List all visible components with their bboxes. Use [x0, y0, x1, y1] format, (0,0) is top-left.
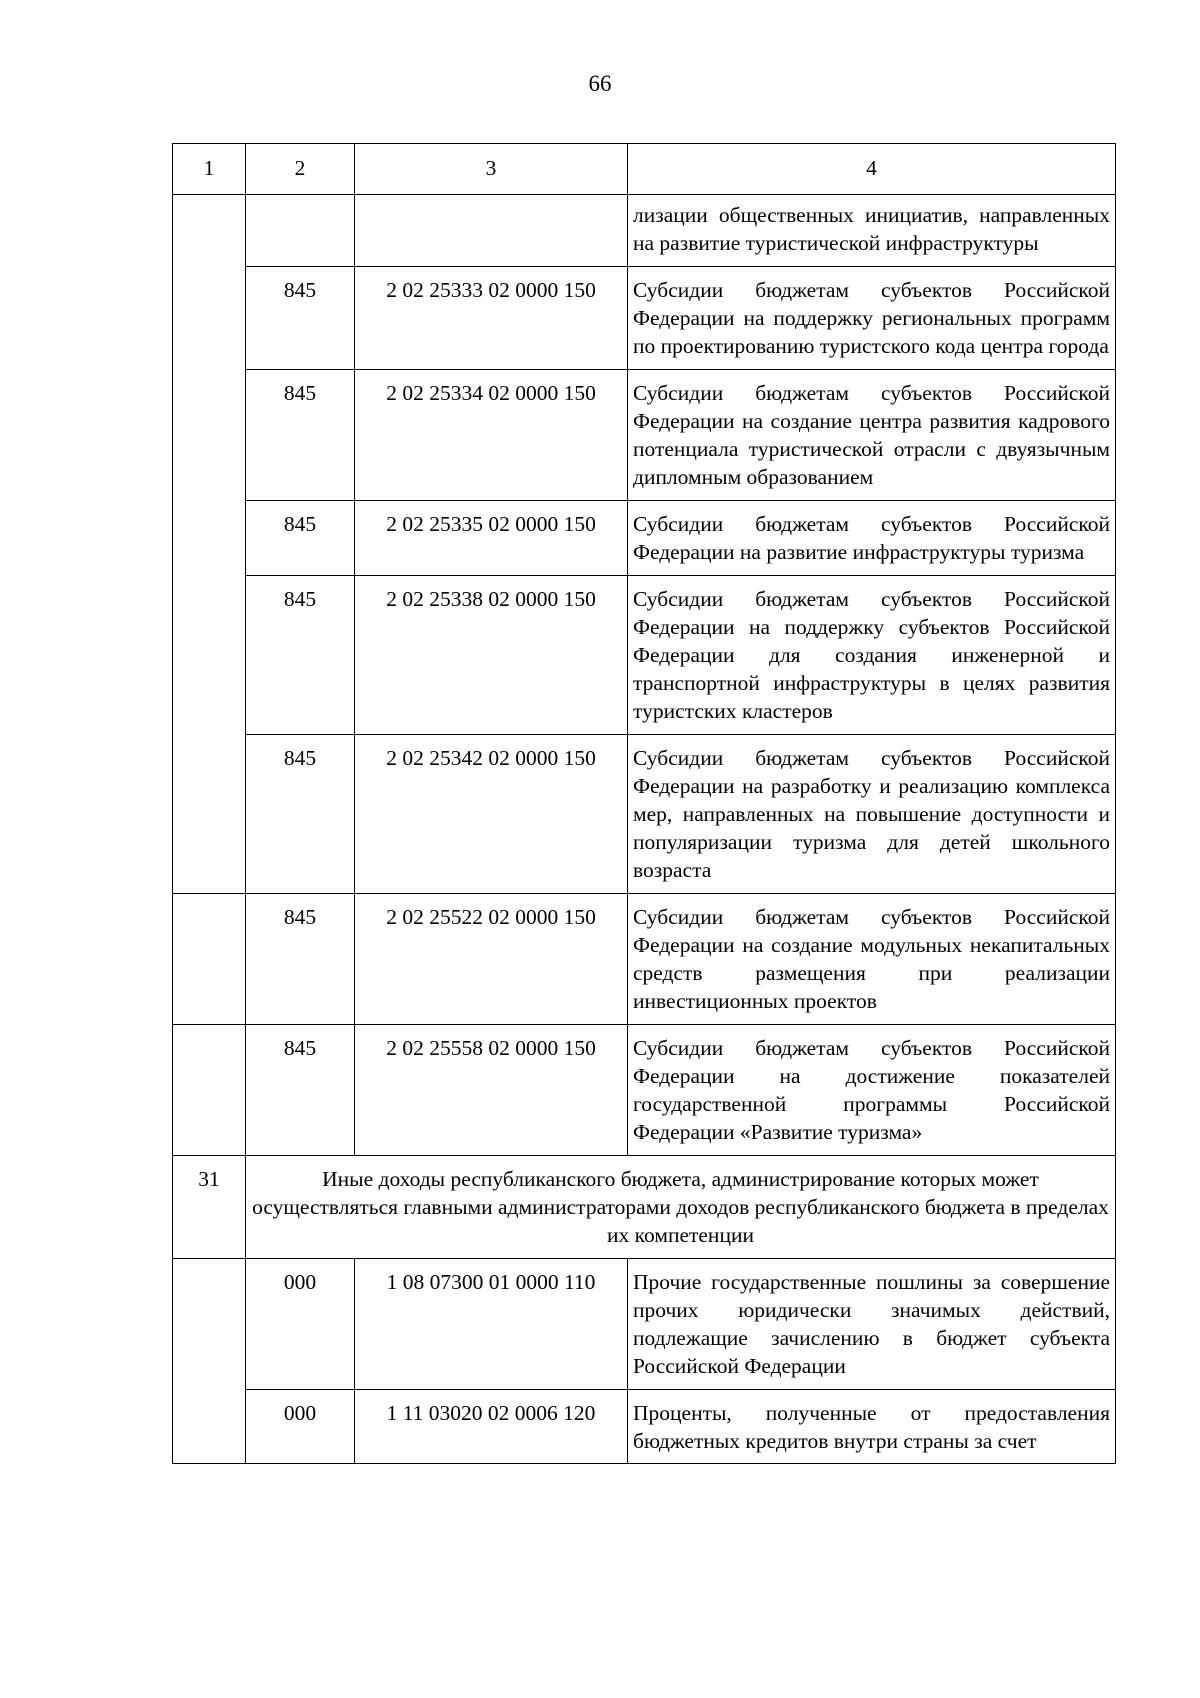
- section-title: Иные доходы республиканского бюджета, администрирование которых может осуществляться главными администраторами доходов республиканского бюджета в пределах их компетенции: [246, 1156, 1116, 1259]
- budget-code-cell: 2 02 25342 02 0000 150: [355, 735, 628, 894]
- budget-code-cell: 2 02 25522 02 0000 150: [355, 894, 628, 1025]
- section-header-row: [173, 1156, 1116, 1259]
- table-row: [173, 576, 1116, 735]
- description-cell: Субсидии бюджетам субъектов Российской Федерации на создание модульных некапитальных средств размещения при реализации инвестиционных проектов: [628, 894, 1116, 1025]
- budget-code-cell: 2 02 25333 02 0000 150: [355, 267, 628, 370]
- table-row: [173, 1390, 1116, 1464]
- budget-code-cell: [355, 195, 628, 267]
- section-number: 31: [173, 1156, 246, 1259]
- table-row: [173, 267, 1116, 370]
- admin-code-cell: 845: [246, 735, 355, 894]
- column-header: 3: [355, 144, 628, 195]
- table-header-row: [173, 144, 1116, 195]
- description-cell: Субсидии бюджетам субъектов Российской Федерации на поддержку региональных программ по проектированию туристского кода центра города: [628, 267, 1116, 370]
- description-cell: Проценты, полученные от предоставления бюджетных кредитов внутри страны за счет: [628, 1390, 1116, 1464]
- page-number: 66: [588, 71, 612, 96]
- budget-code-cell: 1 08 07300 01 0000 110: [355, 1259, 628, 1390]
- admin-code-cell: 000: [246, 1259, 355, 1390]
- description-cell: Субсидии бюджетам субъектов Российской Федерации на разработку и реализацию комплекса мер, направленных на повышение доступности и популяризации туризма для детей школьного возраста: [628, 735, 1116, 894]
- table-row: [173, 501, 1116, 576]
- section-number-cell: [173, 1025, 246, 1156]
- admin-code-cell: 845: [246, 501, 355, 576]
- section-number-cell: [173, 1259, 246, 1464]
- column-header: 4: [628, 144, 1116, 195]
- admin-code-cell: 845: [246, 370, 355, 501]
- table-row: [173, 370, 1116, 501]
- table-row: [173, 1025, 1116, 1156]
- admin-code-cell: 845: [246, 894, 355, 1025]
- table-row: [173, 195, 1116, 267]
- budget-code-cell: 1 11 03020 02 0006 120: [355, 1390, 628, 1464]
- admin-code-cell: 845: [246, 1025, 355, 1156]
- budget-code-cell: 2 02 25338 02 0000 150: [355, 576, 628, 735]
- column-header: 2: [246, 144, 355, 195]
- column-header: 1: [173, 144, 246, 195]
- table-row: [173, 894, 1116, 1025]
- budget-code-cell: 2 02 25334 02 0000 150: [355, 370, 628, 501]
- budget-revenue-table: [172, 143, 1116, 1464]
- section-number-cell: [173, 894, 246, 1025]
- description-cell: Прочие государственные пошлины за совершение прочих юридически значимых действий, подлежащие зачислению в бюджет субъекта Российской Федерации: [628, 1259, 1116, 1390]
- admin-code-cell: [246, 195, 355, 267]
- description-cell: Субсидии бюджетам субъектов Российской Федерации на создание центра развития кадрового потенциала туристической отрасли с двуязычным дипломным образованием: [628, 370, 1116, 501]
- table-row: [173, 1259, 1116, 1390]
- description-cell: Субсидии бюджетам субъектов Российской Федерации на поддержку субъектов Российской Федерации для создания инженерной и транспортной инфраструктуры в целях развития туристских кластеров: [628, 576, 1116, 735]
- budget-code-cell: 2 02 25558 02 0000 150: [355, 1025, 628, 1156]
- admin-code-cell: 845: [246, 576, 355, 735]
- budget-code-cell: 2 02 25335 02 0000 150: [355, 501, 628, 576]
- description-cell: Субсидии бюджетам субъектов Российской Федерации на развитие инфраструктуры туризма: [628, 501, 1116, 576]
- admin-code-cell: 000: [246, 1390, 355, 1464]
- admin-code-cell: 845: [246, 267, 355, 370]
- description-cell: лизации общественных инициатив, направленных на развитие туристической инфраструктуры: [628, 195, 1116, 267]
- section-number-cell: [173, 195, 246, 894]
- description-cell: Субсидии бюджетам субъектов Российской Федерации на достижение показателей государственной программы Российской Федерации «Развитие туризма»: [628, 1025, 1116, 1156]
- table-row: [173, 735, 1116, 894]
